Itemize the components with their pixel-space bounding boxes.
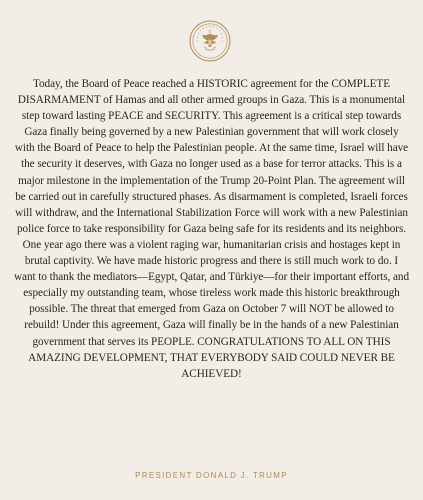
statement-text: Today, the Board of Peace reached a HISTORIC agreement for the COMPLETE DISARMAMENT of Hamas and all other armed groups in Gaza. This is a monumental step toward lasting PEACE and SECURITY. This agreement is a critical step towards Gaza finally being governed by a new Palestinian government that will work closely with the Board of Peace to help the Palestinian people. At the same time, Israel will have the security it deserves, with Gaza no longer used as a base for terror attacks. This is a major milestone in the implementation of the Trump 20-Point Plan. The agreement will be carried out in carefully structured phases. As disarmament is completed, Israeli forces will withdraw, and the International Stabilization Force will work with a new Palestinian police force to take responsibility for Gaza being safe for its residents and its neighbors. One year ago there was a violent raging war, humanitarian crisis and hostages kept in brutal captivity. We have made historic progress and there is still much work to do. I want to thank the mediators—Egypt, Qatar, and Türkiye—for their important efforts, and especially my outstanding team, whose tireless work made this historic breakthrough possible. The threat that emerged from Gaza on October 7 will NOT be allowed to rebuild! Under this agreement, Gaza will finally be in the hands of a new Palestinian government that serves its PEOPLE. CONGRATULATIONS TO ALL ON THIS AMAZING DEVELOPMENT, THAT EVERYBODY SAID COULD NEVER BE ACHIEVED! xyxy=(14,78,409,380)
presidential-seal-icon xyxy=(189,20,231,62)
signature: PRESIDENT DONALD J. TRUMP xyxy=(135,471,288,480)
